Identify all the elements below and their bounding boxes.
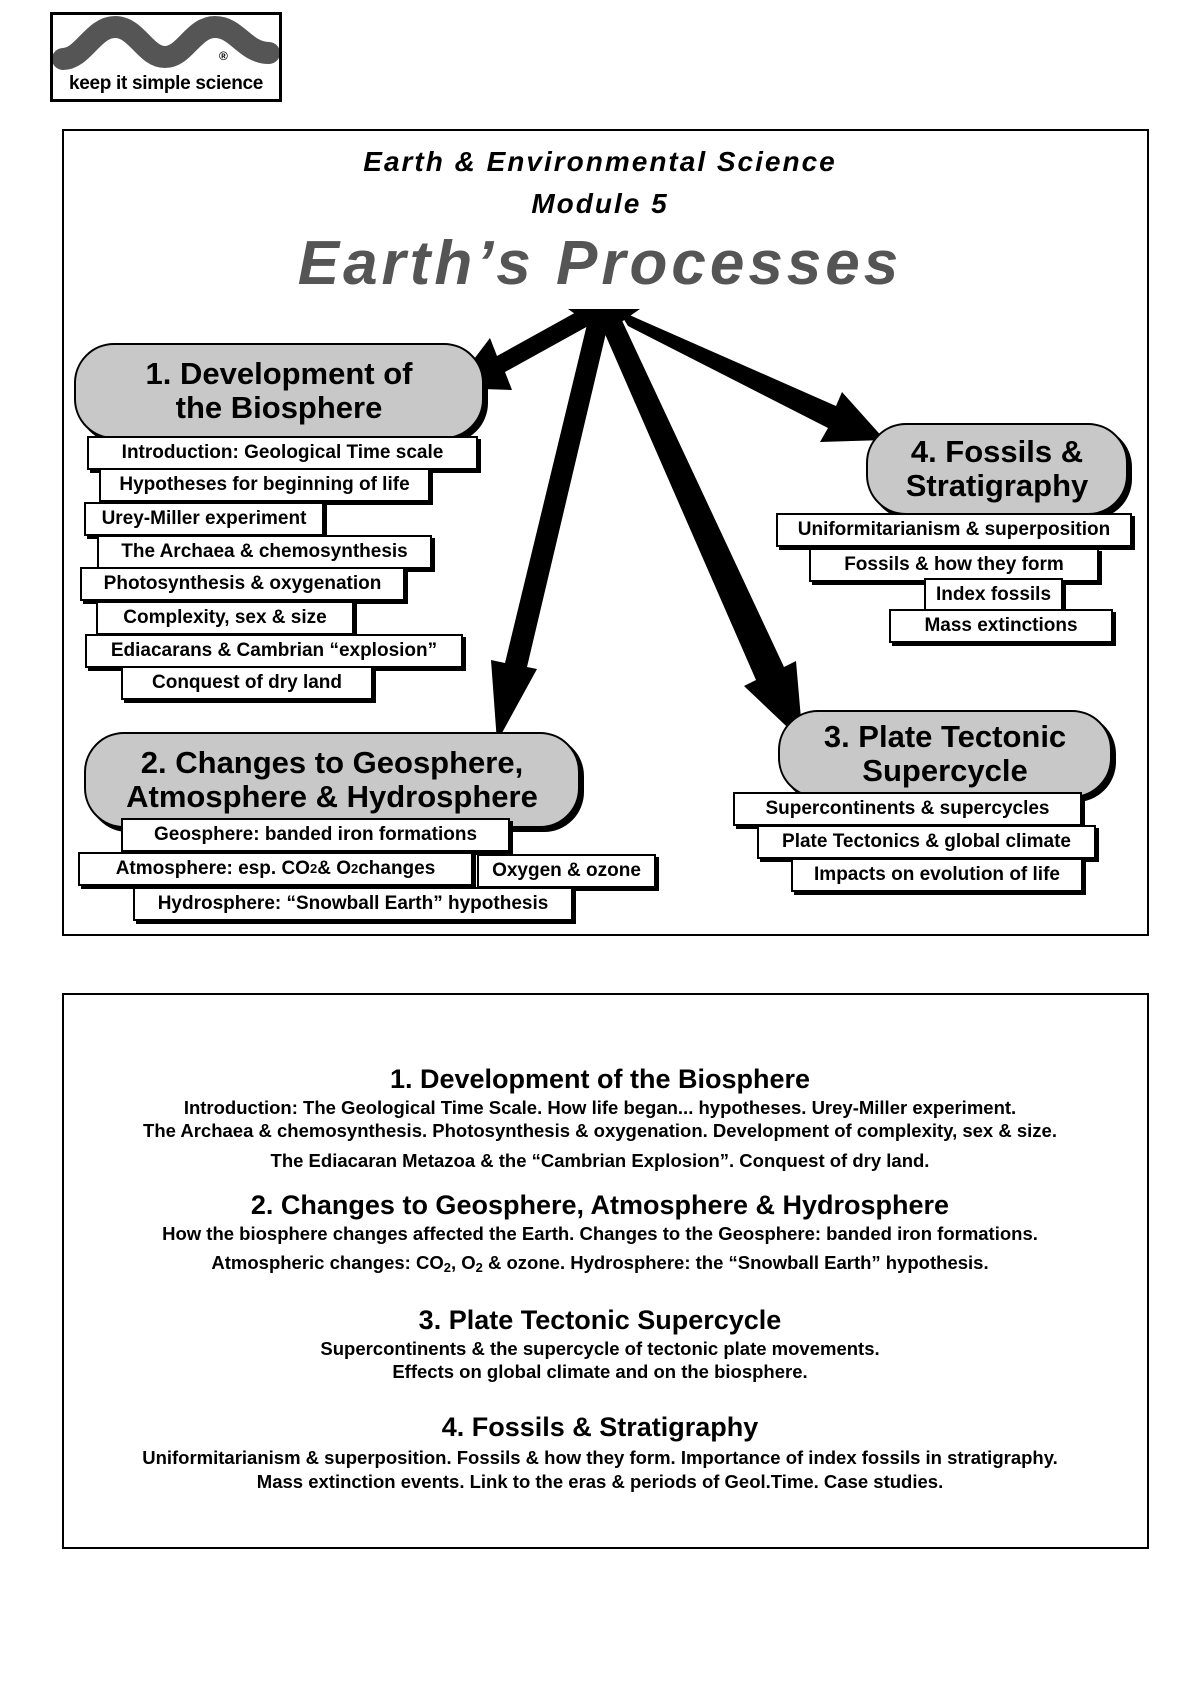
summary-text: The Archaea & chemosynthesis. Photosynthesis & oxygenation. Development of complexity, sex & size.	[143, 1120, 1057, 1141]
topic-label: Oxygen & ozone	[477, 854, 656, 888]
summary-text: Supercontinents & the supercycle of tectonic plate movements.	[320, 1338, 880, 1359]
subject-title: Earth & Environmental Science	[363, 146, 837, 177]
summary-heading-2: 2. Changes to Geosphere, Atmosphere & Hydrosphere	[250, 1190, 950, 1220]
section-2-box	[84, 732, 580, 828]
topic-label: Atmosphere: esp. CO 2 & O 2 changes	[78, 852, 473, 886]
topic-label: Impacts on evolution of life	[791, 858, 1083, 892]
topic-label: Hypotheses for beginning of life	[99, 468, 430, 502]
topic-label: Supercontinents & supercycles	[733, 792, 1082, 826]
arrow-to-section3	[598, 312, 803, 742]
topic-label: Urey-Miller experiment	[84, 502, 324, 536]
topic-label: Mass extinctions	[889, 609, 1113, 643]
logo-text: keep it simple science	[68, 73, 264, 94]
section-3-title-line2: Supercycle	[862, 753, 1028, 788]
section-1-title-line1: 1. Development of	[145, 355, 413, 391]
section-1-title-line2: the Biosphere	[175, 390, 383, 425]
topic-label: Ediacarans & Cambrian “explosion”	[85, 634, 463, 668]
module-label: Module 5	[531, 188, 669, 219]
summary-heading-3: 3. Plate Tectonic Supercycle	[418, 1305, 782, 1335]
section-4-box	[866, 423, 1128, 515]
topic-label: Plate Tectonics & global climate	[757, 825, 1096, 859]
section-2-title-line1: 2. Changes to Geosphere,	[140, 744, 524, 780]
arrow-to-section2	[491, 312, 610, 742]
topic-label: Geosphere: banded iron formations	[121, 818, 510, 852]
topic-label: Photosynthesis & oxygenation	[80, 567, 405, 601]
topic-label: Uniformitarianism & superposition	[776, 513, 1132, 547]
summary-text: Uniformitarianism & superposition. Fossils & how they form. Importance of index fossils in stratigraphy.	[142, 1447, 1058, 1468]
section-1-box	[74, 343, 484, 439]
summary-text: Effects on global climate and on the biosphere.	[392, 1361, 808, 1382]
topic-label: Introduction: Geological Time scale	[87, 436, 478, 470]
summary-text: The Ediacaran Metazoa & the “Cambrian Explosion”. Conquest of dry land.	[270, 1150, 930, 1171]
section-4-title-line2: Stratigraphy	[905, 468, 1089, 503]
summary-text: Atmospheric changes: $CO_2$, $O_2$ & ozone. Hydrosphere: the “Snowball Earth” hypothesis.	[211, 1252, 989, 1275]
summary-heading-1: 1. Development of the Biosphere	[389, 1064, 811, 1094]
section-2-title-line2: Atmosphere & Hydrosphere	[126, 779, 538, 814]
summary-heading-4: 4. Fossils & Stratigraphy	[441, 1412, 759, 1442]
registered-mark: ®	[219, 49, 228, 63]
section-4-title-line1: 4. Fossils &	[910, 433, 1084, 469]
section-3-box	[778, 710, 1112, 798]
section-3-title-line1: 3. Plate Tectonic	[823, 718, 1067, 754]
summary-text: How the biosphere changes affected the Earth. Changes to the Geosphere: banded iron formations.	[162, 1223, 1038, 1244]
topic-label: Complexity, sex & size	[96, 601, 354, 635]
summary-text: Mass extinction events. Link to the eras & periods of Geol.Time. Case studies.	[256, 1471, 944, 1492]
topic-label: The Archaea & chemosynthesis	[97, 535, 432, 569]
main-title: Earth’s Processes	[297, 229, 903, 298]
topic-label: Index fossils	[924, 578, 1063, 612]
topic-label: Fossils & how they form	[809, 548, 1099, 582]
summary-text: Introduction: The Geological Time Scale. How life began... hypotheses. Urey-Miller experiment.	[183, 1097, 1017, 1118]
topic-label: Conquest of dry land	[121, 666, 373, 700]
topic-label: Hydrosphere: “Snowball Earth” hypothesis	[133, 887, 573, 921]
